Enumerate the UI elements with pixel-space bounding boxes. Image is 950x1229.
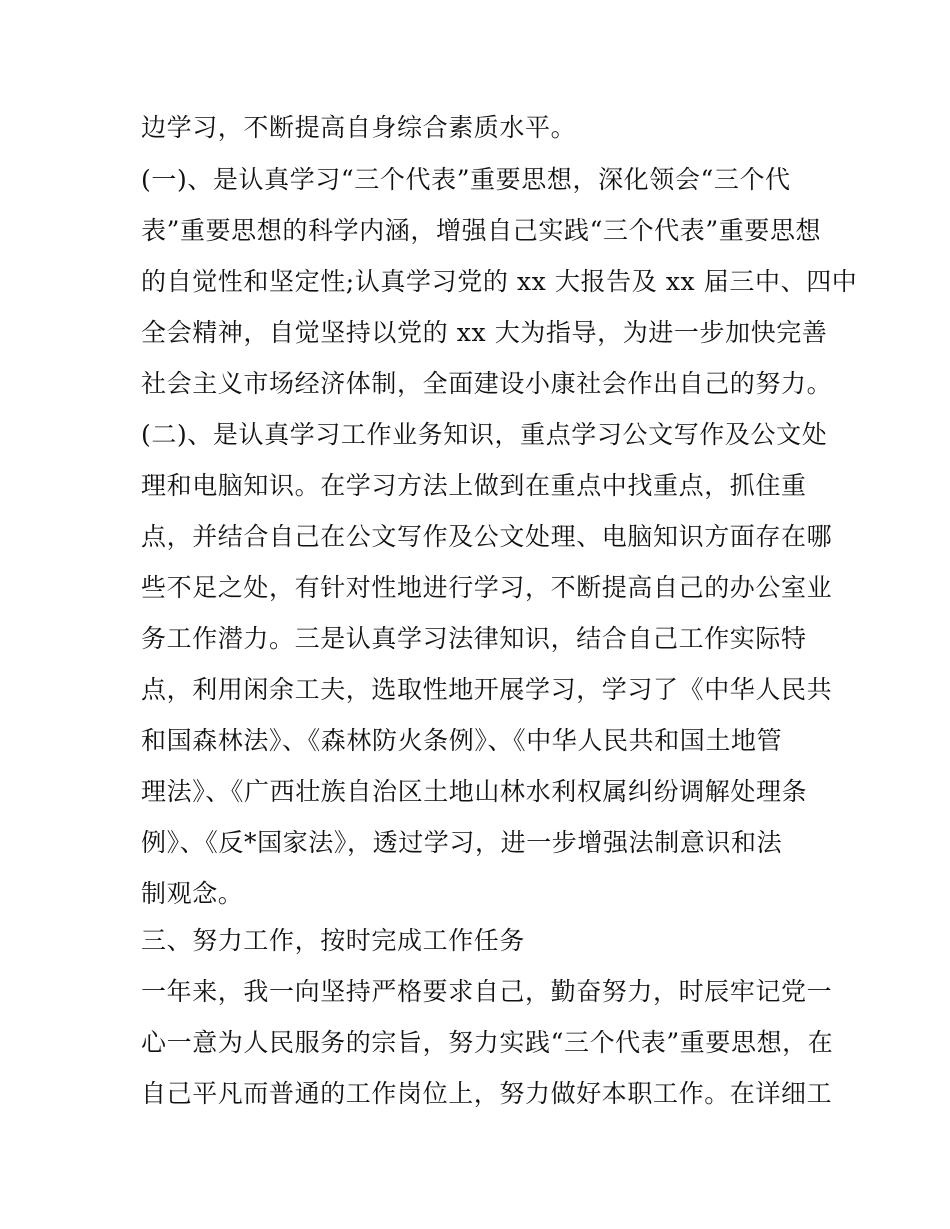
text-line: 制观念。 [141, 879, 244, 908]
text-line: 的自觉性和坚定性;认真学习党的 xx 大报告及 xx 届三中、四中 [141, 267, 858, 296]
text-line: 表”重要思想的科学内涵，增强自己实践“三个代表”重要思想 [141, 216, 822, 245]
text-line: 理法》、《广西壮族自治区土地山林水利权属纠纷调解处理条 [141, 777, 808, 806]
text-line: 理和电脑知识。在学习方法上做到在重点中找重点，抓住重 [141, 471, 807, 500]
text-line: 边学习，不断提高自身综合素质水平。 [141, 113, 577, 142]
text-line: 自己平凡而普通的工作岗位上，努力做好本职工作。在详细工 [141, 1079, 833, 1108]
text-line: 心一意为人民服务的宗旨，努力实践“三个代表”重要思想，在 [141, 1028, 834, 1057]
text-line: 点，利用闲余工夫，选取性地开展学习，学习了《中华人民共 [141, 675, 833, 704]
text-line: 务工作潜力。三是认真学习法律知识，结合自己工作实际特 [141, 624, 807, 653]
text-line: 一年来，我一向坚持严格要求自己，勤奋努力，时辰牢记党一 [141, 977, 833, 1006]
text-line: 些不足之处，有针对性地进行学习，不断提高自己的办公室业 [141, 573, 833, 602]
text-line: 例》、《反*国家法》，透过学习，进一步增强法制意识和法 [141, 828, 783, 857]
text-line: (一)、是认真学习“三个代表”重要思想，深化领会“三个代 [141, 165, 791, 194]
text-line: 全会精神，自觉坚持以党的 xx 大为指导，为进一步加快完善 [141, 318, 828, 347]
text-line: (二)、是认真学习工作业务知识，重点学习公文写作及公文处 [141, 420, 828, 449]
text-line: 社会主义市场经济体制，全面建设小康社会作出自己的努力。 [141, 369, 833, 398]
text-line: 和国森林法》、《森林防火条例》、《中华人民共和国土地管 [141, 726, 783, 755]
section-heading: 三、努力工作，按时完成工作任务 [141, 926, 526, 955]
text-line: 点，并结合自己在公文写作及公文处理、电脑知识方面存在哪 [141, 522, 833, 551]
